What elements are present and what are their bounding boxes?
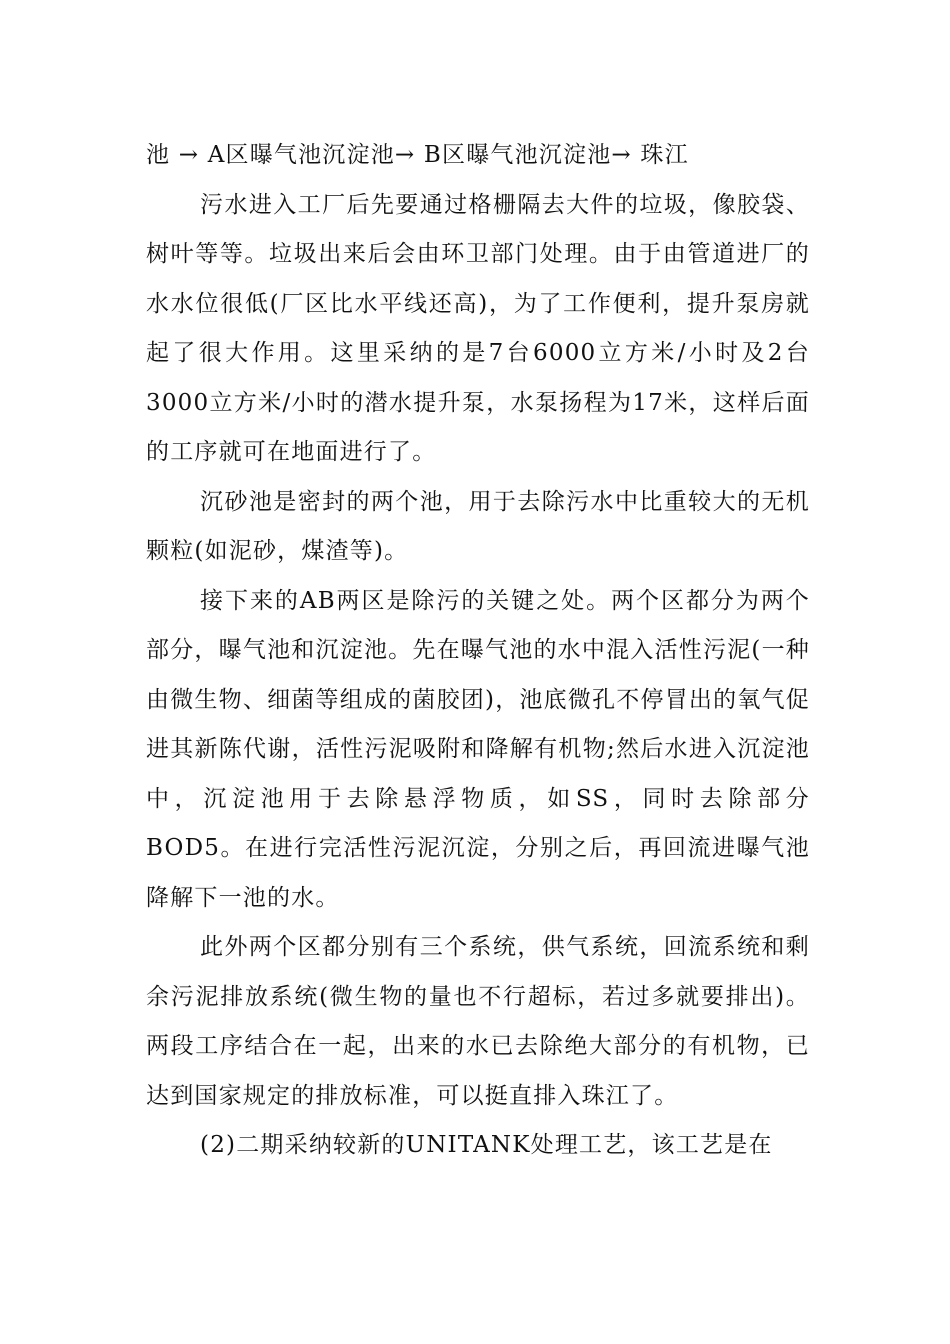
document-page	[146, 131, 810, 1171]
screening-pump-paragraph: 污水进入工厂后先要通过格栅隔去大件的垃圾，像胶袋、树叶等等。垃圾出来后会由环卫部门处理。由于由管道进厂的水水位很低(厂区比水平线还高)，为了工作便利，提升泵房就起了很大作用。这里采纳的是7台6000立方米/小时及2台3000立方米/小时的潜水提升泵，水泵扬程为17米，这样后面的工序就可在地面进行了。	[146, 191, 810, 465]
system-paragraph: 此外两个区都分别有三个系统，供气系统，回流系统和剩余污泥排放系统(微生物的量也不行超标，若过多就要排出)。两段工序结合在一起，出来的水已去除绝大部分的有机物，已达到国家规定的排放标准，可以挺直排入珠江了。	[146, 934, 810, 1109]
ab-zone-paragraph: 接下来的AB两区是除污的关键之处。两个区都分为两个部分，曝气池和沉淀池。先在曝气池的水中混入活性污泥(一种由微生物、细菌等组成的菌胶团)，池底微孔不停冒出的氧气促进其新陈代谢，活性污泥吸附和降解有机物;然后水进入沉淀池中，沉淀池用于去除悬浮物质，如SS，同时去除部分BOD5。在进行完活性污泥沉淀，分别之后，再回流进曝气池降解下一池的水。	[146, 587, 810, 911]
grit-chamber-paragraph: 沉砂池是密封的两个池，用于去除污水中比重较大的无机颗粒(如泥砂，煤渣等)。	[146, 488, 810, 564]
unitank-paragraph: (2)二期采纳较新的UNITANK处理工艺，该工艺是在	[200, 1132, 773, 1158]
flow-line-paragraph: 池 → A区曝气池沉淀池→ B区曝气池沉淀池→ 珠江	[146, 142, 689, 168]
